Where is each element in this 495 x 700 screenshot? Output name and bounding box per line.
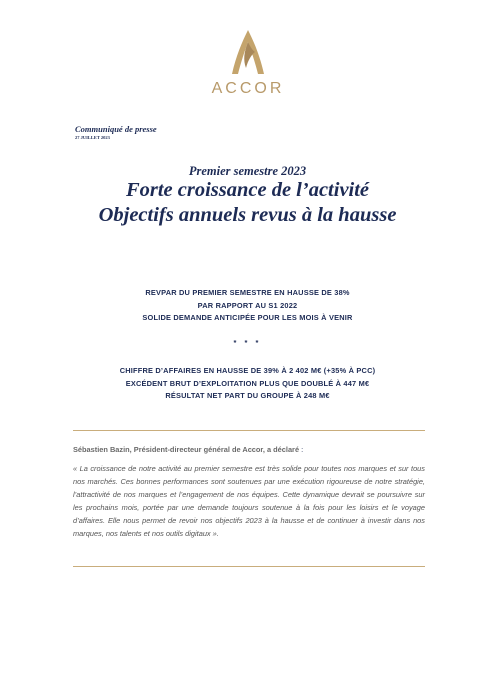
highlight-line: EXCÉDENT BRUT D’EXPLOITATION PLUS QUE DOUBLÉ À 447 M€ [125, 378, 370, 388]
press-release-date: 27 JUILLET 2023 [75, 135, 110, 140]
speaker-suffix: : [299, 445, 304, 454]
press-release-header [75, 124, 157, 140]
highlight-line: CHIFFRE D’AFFAIRES EN HAUSSE DE 39% À 2 402 M€ (+35% À PCC) [119, 366, 376, 375]
accor-logo [198, 28, 298, 108]
brand-name: ACCOR [211, 80, 285, 97]
highlights-block-2 [0, 365, 495, 403]
highlight-line: RÉSULTAT NET PART DU GROUPE À 248 M€ [165, 391, 330, 400]
headline-line-1: Forte croissance de l’activité [125, 179, 370, 201]
statement-speaker [73, 445, 303, 454]
headline-line-2: Objectifs annuels revus à la hausse [98, 204, 397, 226]
section-separator: * * * [233, 338, 262, 347]
highlights-block-1 [0, 287, 495, 325]
speaker-name: Sébastien Bazin, Président-directeur général de Accor, a déclaré [73, 445, 300, 454]
statement-quote: « La croissance de notre activité au premier semestre est très solide pour toutes nos marques et sur tous nos marchés. Ces bonnes performances sont soutenues par une exécution rigoureuse de notre stratégie, l’attractivité de nos marques et l’engagement de nos équipes. Cette dynamique devrait se poursuivre sur les prochains mois, portée par une demande toujours soutenue à la fois pour les loisirs et le voyage d’affaires. Elle nous permet de revoir nos objectifs 2023 à la hausse et de continuer à investir dans nos marques, nos talents et nos outils digitaux ». [73, 464, 425, 539]
highlight-line: REVPAR DU PREMIER SEMESTRE EN HAUSSE DE 38% [145, 288, 350, 297]
divider-bottom [73, 566, 425, 567]
divider-top [73, 430, 425, 431]
highlight-line: PAR RAPPORT AU S1 2022 [197, 300, 298, 310]
headline-subtitle: Premier semestre 2023 [188, 164, 307, 178]
highlight-line: SOLIDE DEMANDE ANTICIPÉE POUR LES MOIS À VENIR [142, 313, 353, 322]
accor-emblem-icon [228, 28, 268, 78]
press-release-label: Communiqué de presse [75, 124, 157, 134]
